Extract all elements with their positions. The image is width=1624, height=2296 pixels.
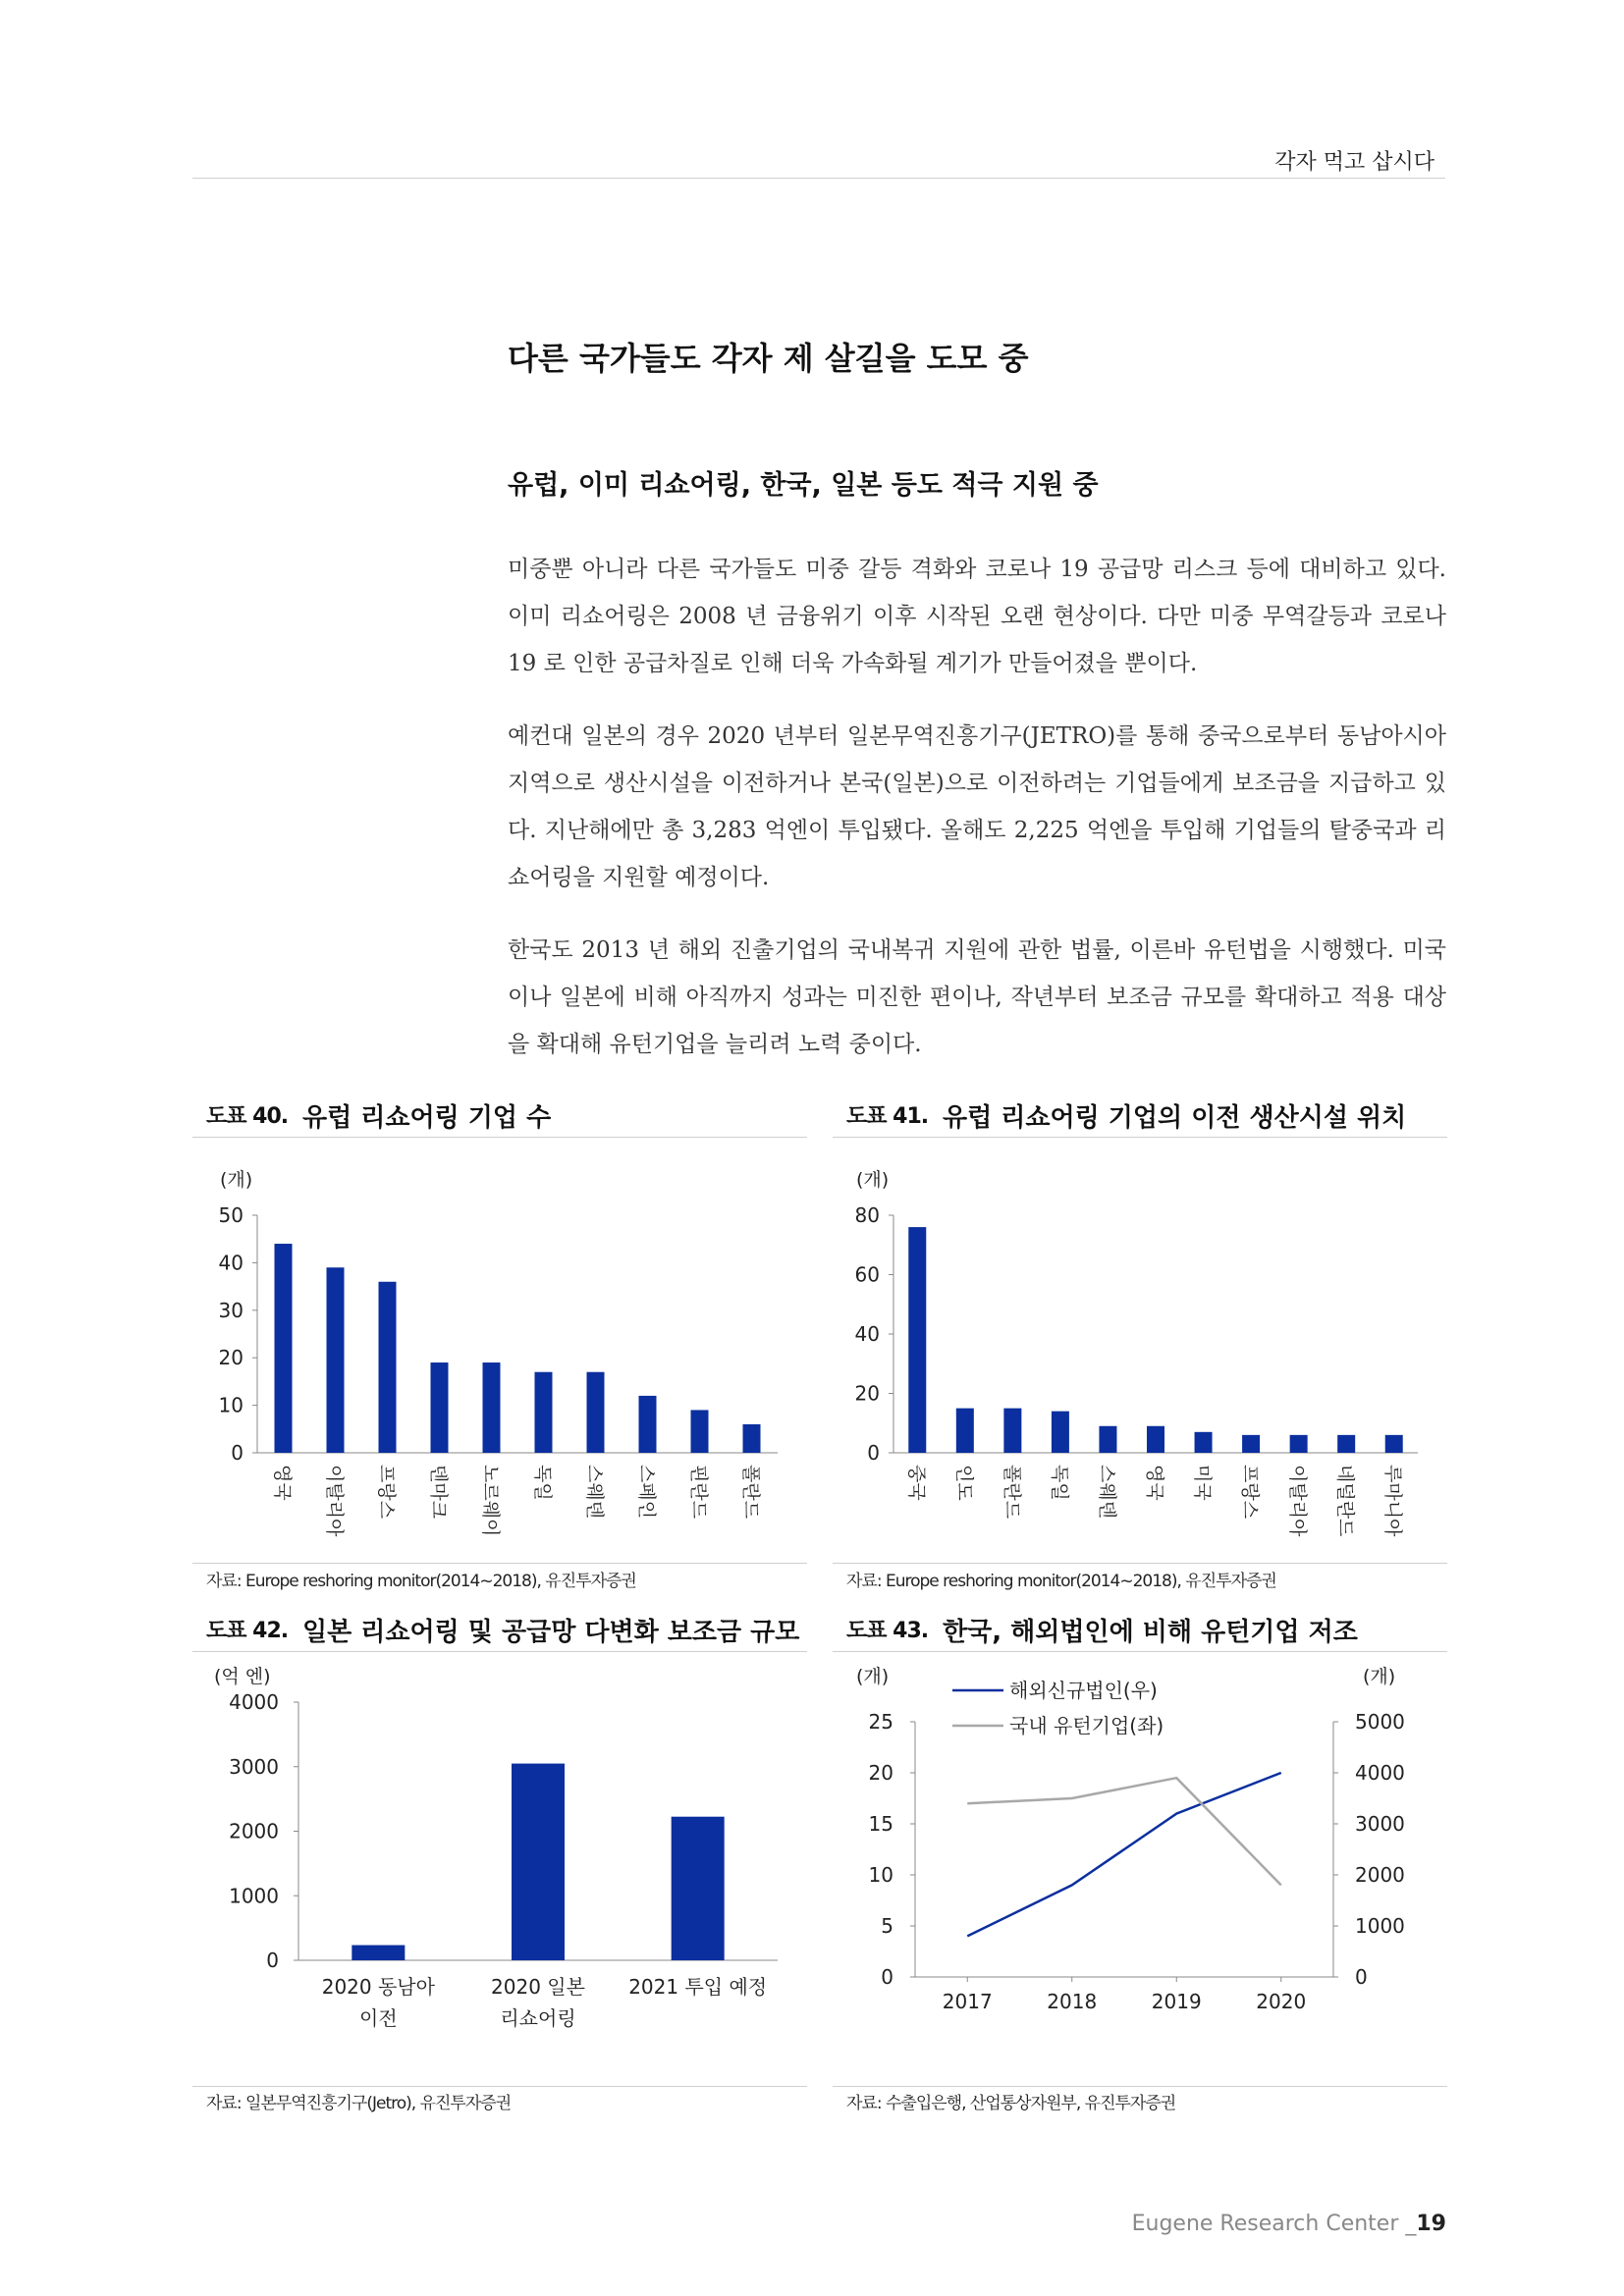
figure-header xyxy=(833,1610,1447,1652)
right-axis-unit-label: (개) xyxy=(1363,1666,1396,1687)
x-tick-label: 핀란드 xyxy=(687,1465,710,1520)
y-tick-label: 0 xyxy=(867,1441,880,1465)
bar-4 xyxy=(1099,1426,1116,1453)
figure-43 xyxy=(833,1610,1447,2120)
figure-title: 한국, 해외법인에 비해 유턴기업 저조 xyxy=(943,1618,1358,1647)
bar-0 xyxy=(352,1946,405,1960)
paragraph-2: 예컨대 일본의 경우 2020 년부터 일본무역진흥기구(JETRO)를 통해 중국으로부터 동남아시아 지역으로 생산시설을 이전하거나 본국(일본)으로 이전하려는 기업들에게 보조금을 지급하고 있다. 지난해에만 총 3,283 억엔이 투입됐다. 올해도 2,225 억엔을 투입해 기업들의 탈중국과 리쇼어링을 지원할 예정이다. xyxy=(508,723,1446,890)
left-y-tick-label: 10 xyxy=(868,1863,893,1887)
y-axis-unit-label: (개) xyxy=(856,1169,890,1191)
bar-3 xyxy=(1052,1412,1069,1453)
legend-label-0: 해외신규법인(우) xyxy=(1009,1679,1158,1702)
x-tick-label: 2020 동남아 xyxy=(321,1975,435,1999)
bar-2 xyxy=(1003,1409,1021,1453)
x-tick-label: 네덜란드 xyxy=(1334,1465,1357,1537)
x-tick-label: 2019 xyxy=(1151,1990,1202,2013)
x-tick-label: 이전 xyxy=(359,2006,398,2030)
figure-40 xyxy=(192,1095,807,1596)
left-y-tick-label: 0 xyxy=(881,1965,893,1989)
y-tick-label: 10 xyxy=(218,1393,244,1417)
bar-7 xyxy=(639,1396,657,1453)
y-tick-label: 0 xyxy=(231,1441,244,1465)
x-tick-label: 프랑스 xyxy=(375,1465,398,1520)
bar-6 xyxy=(1195,1432,1213,1453)
x-tick-label: 프랑스 xyxy=(1239,1465,1262,1520)
bar-9 xyxy=(743,1424,761,1453)
y-tick-label: 40 xyxy=(218,1251,244,1275)
figure-header xyxy=(833,1095,1447,1138)
figure-source: 자료: Europe reshoring monitor(2014~2018), 유진투자증권 xyxy=(846,1572,1276,1591)
right-y-tick-label: 1000 xyxy=(1355,1914,1405,1938)
bar-10 xyxy=(1385,1435,1403,1453)
bar-chart-europe-reshoring-count xyxy=(192,1141,807,1573)
series-line-0 xyxy=(967,1773,1281,1936)
left-axis-unit-label: (개) xyxy=(856,1666,890,1687)
x-tick-label: 노르웨이 xyxy=(479,1465,502,1537)
line-chart-korea-reshoring xyxy=(833,1655,1447,2107)
y-axis-unit-label: (억 엔) xyxy=(214,1666,271,1687)
x-tick-label: 2018 xyxy=(1047,1990,1098,2013)
bar-6 xyxy=(587,1372,605,1453)
x-tick-label: 스페인 xyxy=(635,1465,658,1520)
header-divider xyxy=(192,178,1445,179)
x-tick-label: 영국 xyxy=(271,1465,294,1501)
left-y-tick-label: 5 xyxy=(881,1914,893,1938)
left-y-tick-label: 20 xyxy=(868,1761,893,1785)
figure-header xyxy=(192,1610,807,1652)
figure-number: 도표 40. xyxy=(206,1104,289,1129)
figure-source: 자료: 수출입은행, 산업통상자원부, 유진투자증권 xyxy=(846,2094,1176,2113)
footer-text: Eugene Research Center _ xyxy=(1131,2212,1417,2236)
x-tick-label: 2017 xyxy=(942,1990,993,2013)
bar-1 xyxy=(327,1267,345,1453)
figure-title: 유럽 리쇼어링 기업 수 xyxy=(302,1103,552,1133)
right-y-tick-label: 0 xyxy=(1355,1965,1368,1989)
bar-5 xyxy=(1147,1426,1164,1453)
figure-number: 도표 43. xyxy=(846,1619,929,1643)
x-tick-label: 이탈리아 xyxy=(1286,1465,1309,1537)
figure-41 xyxy=(833,1095,1447,1596)
x-tick-label: 2020 xyxy=(1256,1990,1307,2013)
sub-title: 유럽, 이미 리쇼어링, 한국, 일본 등도 적극 지원 중 xyxy=(508,470,1099,501)
figure-number: 도표 42. xyxy=(206,1619,289,1643)
y-tick-label: 20 xyxy=(854,1381,880,1406)
y-tick-label: 40 xyxy=(854,1322,880,1346)
bar-5 xyxy=(535,1372,553,1453)
y-tick-label: 30 xyxy=(218,1298,244,1322)
figure-42 xyxy=(192,1610,807,2120)
bar-2 xyxy=(672,1817,725,1960)
x-tick-label: 독일 xyxy=(1048,1465,1070,1501)
right-y-tick-label: 5000 xyxy=(1355,1710,1405,1734)
figure-source: 자료: Europe reshoring monitor(2014~2018), 유진투자증권 xyxy=(206,1572,636,1591)
x-tick-label: 중국 xyxy=(905,1465,928,1501)
bar-7 xyxy=(1242,1435,1260,1453)
y-tick-label: 60 xyxy=(854,1262,880,1287)
y-tick-label: 50 xyxy=(218,1203,244,1227)
paragraph-3: 한국도 2013 년 해외 진출기업의 국내복귀 지원에 관한 법률, 이른바 유턴법을 시행했다. 미국이나 일본에 비해 아직까지 성과는 미진한 편이나, 작년부터 보조금 규모를 확대하고 적용 대상을 확대해 유턴기업을 늘리려 노력 중이다. xyxy=(508,937,1446,1057)
right-y-tick-label: 4000 xyxy=(1355,1761,1405,1785)
bar-0 xyxy=(908,1227,926,1453)
paragraph-1: 미중뿐 아니라 다른 국가들도 미중 갈등 격화와 코로나 19 공급망 리스크 등에 대비하고 있다. 이미 리쇼어링은 2008 년 금융위기 이후 시작된 오랜 현상이다. 다만 미중 무역갈등과 코로나 19 로 인한 공급차질로 인해 더욱 가속화될 계기가 만들어졌을 뿐이다. xyxy=(508,557,1446,676)
bar-8 xyxy=(691,1410,709,1453)
x-tick-label: 독일 xyxy=(531,1465,554,1501)
x-tick-label: 2020 일본 xyxy=(491,1975,585,1999)
page-number: 19 xyxy=(1416,2212,1446,2236)
bar-8 xyxy=(1290,1435,1308,1453)
right-y-tick-label: 2000 xyxy=(1355,1863,1405,1887)
left-y-tick-label: 15 xyxy=(868,1812,893,1836)
section-title: 다른 국가들도 각자 제 살길을 도모 중 xyxy=(508,340,1029,377)
y-tick-label: 0 xyxy=(266,1949,279,1972)
page-footer xyxy=(1132,2212,1446,2236)
x-tick-label: 루마니아 xyxy=(1381,1465,1404,1537)
figure-header xyxy=(192,1095,807,1138)
bar-4 xyxy=(483,1362,501,1453)
y-tick-label: 80 xyxy=(854,1203,880,1227)
x-tick-label: 스웨덴 xyxy=(583,1465,606,1520)
bar-1 xyxy=(956,1409,974,1453)
bar-chart-japan-subsidy xyxy=(192,1655,807,2107)
right-y-tick-label: 3000 xyxy=(1355,1812,1405,1836)
figure-divider xyxy=(192,2086,807,2087)
bar-0 xyxy=(275,1244,293,1453)
x-tick-label: 미국 xyxy=(1191,1465,1214,1501)
x-tick-label: 이탈리아 xyxy=(323,1465,346,1537)
x-tick-label: 2021 투입 예정 xyxy=(628,1975,768,1999)
figure-divider xyxy=(833,2086,1447,2087)
bar-3 xyxy=(431,1362,449,1453)
bar-chart-relocation-origin xyxy=(833,1141,1447,1573)
y-tick-label: 1000 xyxy=(229,1884,279,1908)
x-tick-label: 덴마크 xyxy=(427,1465,450,1520)
bar-9 xyxy=(1337,1435,1355,1453)
figure-title: 유럽 리쇼어링 기업의 이전 생산시설 위치 xyxy=(943,1103,1407,1133)
figure-number: 도표 41. xyxy=(846,1104,929,1129)
figure-divider xyxy=(833,1563,1447,1564)
x-tick-label: 스웨덴 xyxy=(1096,1465,1118,1520)
bar-1 xyxy=(512,1764,565,1960)
y-tick-label: 20 xyxy=(218,1346,244,1370)
legend-label-1: 국내 유턴기업(좌) xyxy=(1009,1714,1164,1737)
running-header: 각자 먹고 삽시다 xyxy=(1274,150,1435,175)
y-axis-unit-label: (개) xyxy=(220,1169,253,1191)
x-tick-label: 인도 xyxy=(952,1465,975,1501)
bar-2 xyxy=(379,1282,397,1453)
figure-divider xyxy=(192,1563,807,1564)
left-y-tick-label: 25 xyxy=(868,1710,893,1734)
figure-title: 일본 리쇼어링 및 공급망 다변화 보조금 규모 xyxy=(302,1618,800,1647)
x-tick-label: 폴란드 xyxy=(1001,1465,1023,1520)
y-tick-label: 3000 xyxy=(229,1754,279,1779)
x-tick-label: 리쇼어링 xyxy=(500,2006,576,2030)
figure-source: 자료: 일본무역진흥기구(Jetro), 유진투자증권 xyxy=(206,2094,512,2113)
y-tick-label: 4000 xyxy=(229,1690,279,1714)
series-line-1 xyxy=(967,1778,1281,1885)
y-tick-label: 2000 xyxy=(229,1819,279,1843)
x-tick-label: 폴란드 xyxy=(739,1465,762,1520)
x-tick-label: 영국 xyxy=(1144,1465,1165,1501)
